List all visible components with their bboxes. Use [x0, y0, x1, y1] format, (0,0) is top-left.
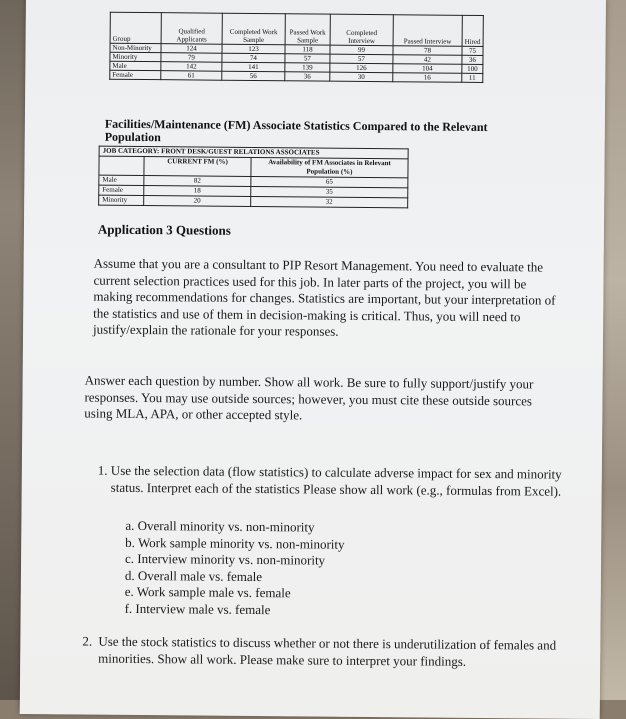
flow-cell: 30 [330, 72, 393, 82]
flow-cell: 78 [393, 46, 462, 56]
list-item: b. Work sample minority vs. non-minority [125, 534, 345, 552]
flow-header-passed-interview: Passed Interview [393, 15, 462, 47]
fm-current-value: 18 [144, 186, 251, 197]
paper-sheet [20, 0, 606, 719]
fm-current-value: 82 [144, 176, 251, 187]
list-item: c. Interview minority vs. non-minority [125, 550, 326, 568]
instructions-paragraph: Answer each question by number. Show all work. Be sure to fully support/justify your responses. You may use outside sources; however, you must cite these outside sources using MLA, APA, or other accepted style. [84, 372, 534, 423]
question-1-subitems [125, 518, 345, 619]
flow-cell: 36 [462, 55, 483, 64]
intro-paragraph: Assume that you are a consultant to PIP Resort Management. You need to evaluate the current selection practices used for this job. In later parts of the project, you will be making recommendations for changes. Statistics are important, but your interpretation of the statistics and use of them in decision-making is critical. Thus, you will need to justify/explain the rationale for your responses. [93, 255, 556, 339]
flow-cell: Non-Minority [110, 43, 161, 52]
list-item: f. Interview male vs. female [124, 600, 271, 617]
list-item: d. Overall male vs. female [124, 567, 263, 584]
list-item: e. Work sample male vs. female [124, 583, 291, 601]
question-2 [82, 634, 562, 671]
flow-cell: 79 [161, 53, 222, 63]
fm-statistics-table [98, 146, 409, 209]
fm-header-current: CURRENT FM (%) [144, 157, 251, 177]
table-row [99, 195, 408, 208]
fm-row-label: Female [99, 185, 144, 195]
flow-cell: 99 [330, 45, 393, 55]
flow-cell: 139 [285, 63, 330, 72]
fm-row-label: Male [99, 175, 144, 185]
flow-cell: 42 [393, 55, 462, 65]
flow-cell: 16 [393, 73, 462, 83]
flow-cell: Female [110, 70, 161, 79]
fm-job-category: JOB CATEGORY: FRONT DESK/GUEST RELATIONS ASSOCIATES [99, 146, 408, 159]
flow-cell: 11 [462, 73, 483, 82]
fm-row-label: Minority [99, 195, 144, 205]
list-item: a. Overall minority vs. non-minority [125, 517, 315, 535]
flow-cell: 57 [285, 54, 330, 63]
flow-cell: 36 [285, 72, 330, 81]
fm-availability-value: 32 [251, 196, 408, 207]
flow-cell: 141 [222, 62, 285, 72]
flow-header-row [110, 12, 483, 46]
flow-header-group: Group [110, 12, 161, 43]
flow-statistics-table [109, 12, 484, 83]
flow-cell: Male [110, 61, 161, 70]
flow-cell: 124 [161, 44, 222, 54]
flow-cell: 100 [462, 64, 483, 73]
flow-cell: 118 [285, 45, 330, 54]
question-2-number: 2. [82, 633, 93, 649]
flow-header-qualified: Qualified Applicants [161, 13, 222, 45]
fm-availability-value: 35 [251, 186, 408, 197]
flow-cell: 74 [222, 53, 285, 63]
flow-cell: 75 [462, 46, 483, 55]
flow-header-hired: Hired [462, 15, 483, 46]
question-1-text: Use the selection data (flow statistics) to calculate adverse impact for sex and minority status. Interpret each of the statistics Please show all work (e.g., formulas from Excel). [110, 462, 562, 499]
flow-cell: 61 [161, 71, 222, 81]
question-1-number: 1. [97, 462, 108, 478]
fm-blank-cell [99, 156, 144, 175]
application-title: Application 3 Questions [97, 221, 231, 238]
flow-cell: 57 [330, 54, 393, 64]
fm-availability-value: 65 [251, 176, 408, 187]
flow-cell: 142 [161, 62, 222, 72]
flow-cell: 123 [222, 44, 285, 54]
section-title: Facilities/Maintenance (FM) Associate Statistics Compared to the Relevant Population [104, 116, 488, 145]
question-1 [98, 463, 568, 500]
flow-cell: 56 [222, 71, 285, 81]
flow-cell: 104 [393, 64, 462, 74]
question-2-text: Use the stock statistics to discuss whether or not there is underutilization of females and minorities. Show all work. Please make sure to interpret your findings. [98, 633, 557, 669]
flow-header-passed-work-sample: Passed Work Sample [285, 14, 330, 45]
flow-cell: Minority [110, 52, 161, 61]
flow-header-completed-interview: Completed Interview [330, 14, 393, 46]
fm-current-value: 20 [144, 196, 251, 207]
flow-cell: 126 [330, 63, 393, 73]
fm-header-availability: Availability of FM Associates in Relevant Population (%) [251, 157, 408, 177]
flow-header-completed-work-sample: Completed Work Sample [222, 13, 285, 45]
